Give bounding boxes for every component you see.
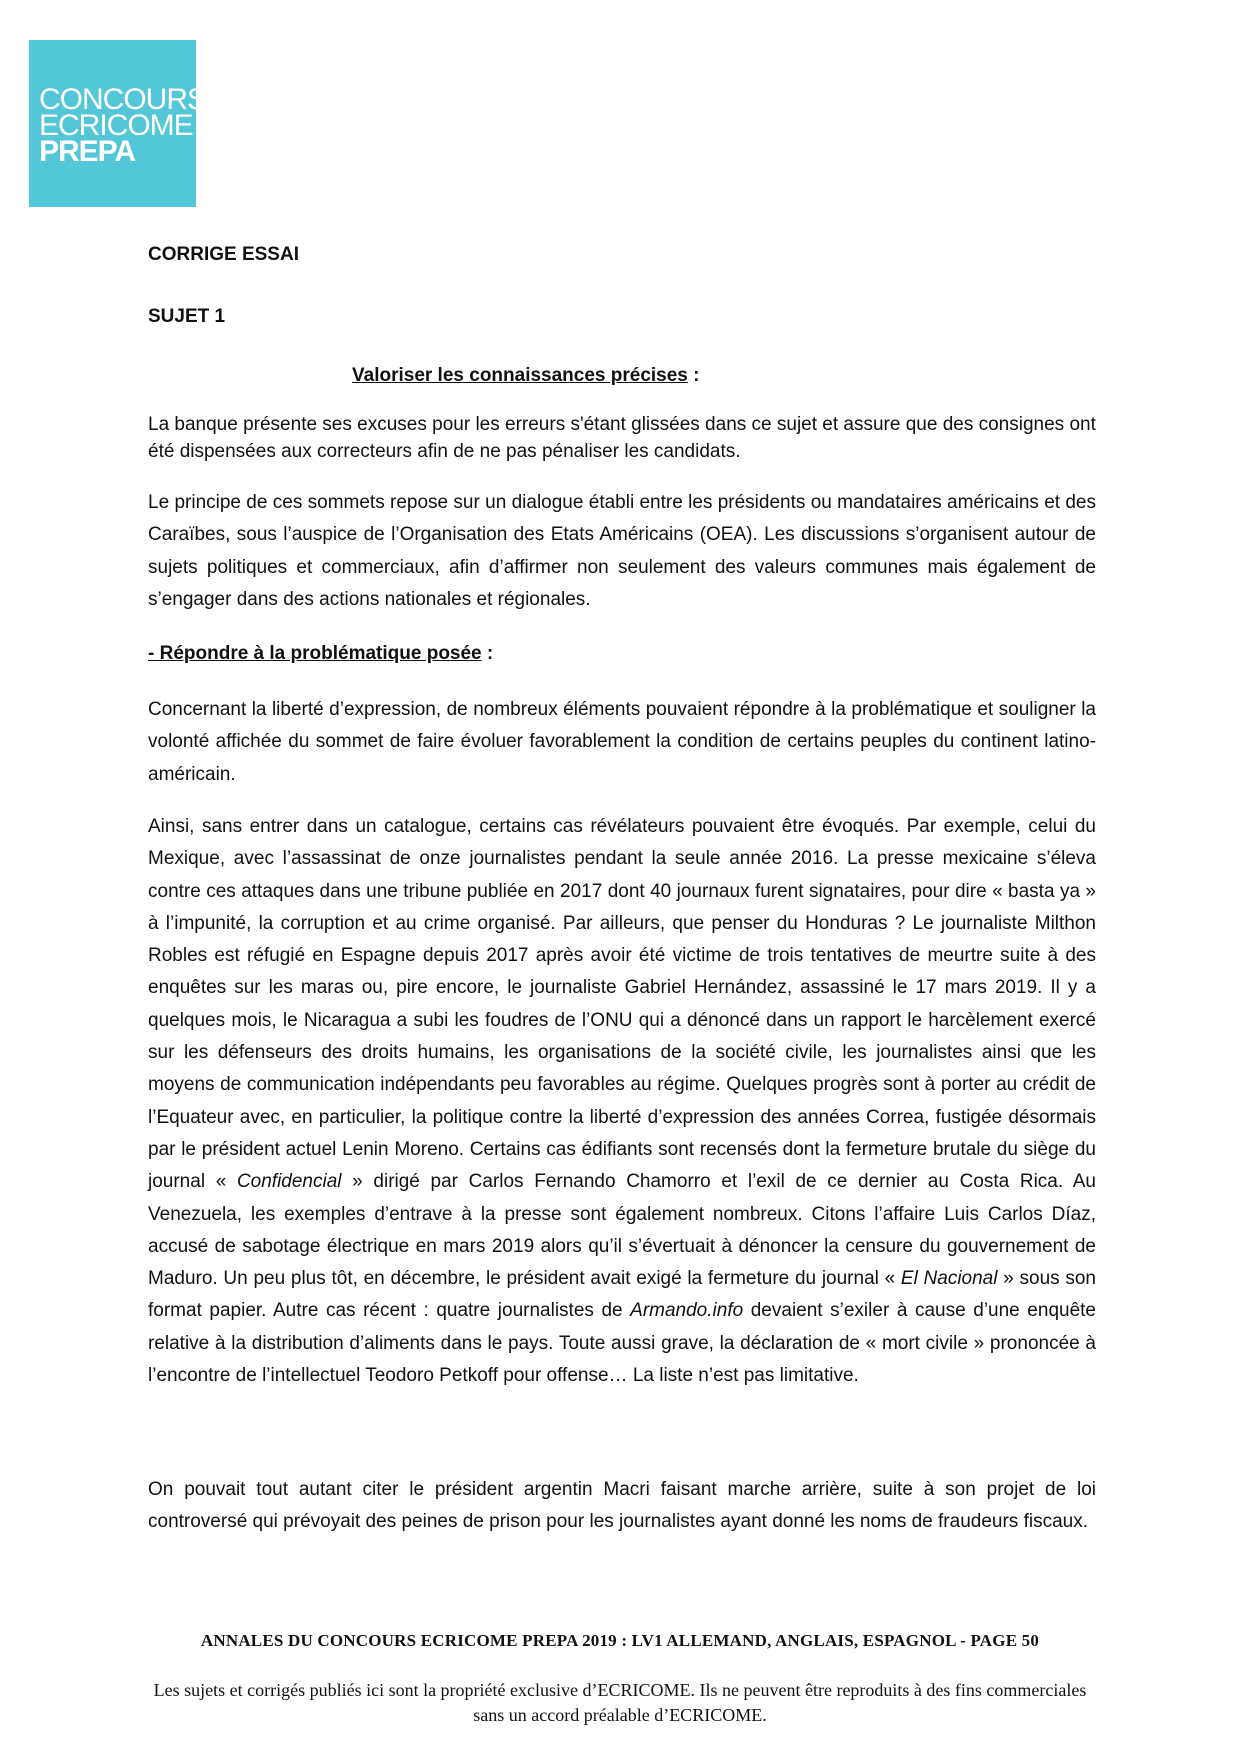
notice-block xyxy=(148,411,1096,465)
logo-line-ecricome: ECRICOME xyxy=(39,109,193,142)
paragraph-4: On pouvait tout autant citer le président argentin Macri faisant marche arrière, suite à son projet de loi controversé qui prévoyait des peines de prison pour les journalistes ayant donné les noms de fraudeurs fiscaux. xyxy=(148,1479,1096,1533)
paragraph-3-part-1: Ainsi, sans entrer dans un catalogue, certains cas révélateurs pouvaient être évoqués. Par exemple, celui du Mexique, avec l’assassinat de onze journalistes pendant la seule année 2016. La presse mexicaine s’éleva contre ces attaques dans une tribune publiée en 2017 dont 40 journaux furent signataires, pour dire « basta ya » à l’impunité, la corruption et au crime organisé. Par ailleurs, que penser du Honduras ? Le journaliste Milthon Robles est réfugié en Espagne depuis 2017 après avoir été victime de trois tentatives de meurtre suite à des enquêtes sur les maras ou, pire encore, le journaliste Gabriel Hernández, assassiné le 17 mars 2019. Il y a quelques mois, le Nicaragua a subi les foudres de l’ONU qui a dénoncé dans un rapport le harcèlement exercé sur les défenseurs des droits humains, les organisations de la société civile, les journalistes ainsi que les moyens de communication indépendants peu favorables au régime. Quelques progrès sont à porter au crédit de l’Equateur avec, en particulier, la politique contre la liberté d’expression des années Correa, fustigée désormais par le président actuel Lenin Moreno. Certains cas édifiants sont recensés dont la fermeture brutale du siège du journal « xyxy=(148,816,1096,1193)
paragraph-3-part-4: devaient s’exiler à cause d’une enquête relative à la distribution d’aliments dans le pays. Toute aussi grave, la déclaration de « mort civile » prononcée à l’encontre de l’intellectuel Teodoro Petkoff pour offense… La liste n’est pas limitative. xyxy=(148,1300,1096,1387)
footer-copyright: Les sujets et corrigés publiés ici sont la propriété exclusive d’ECRICOME. Ils ne peuvent être reproduits à des fins commerciales sans un accord préalable d’ECRICOME. xyxy=(153,1680,1087,1725)
newspaper-el-nacional: El Nacional xyxy=(900,1268,998,1290)
ecricome-logo xyxy=(29,40,207,207)
newspaper-confidencial: Confidencial xyxy=(236,1171,342,1193)
logo-line-concours: CONCOURS xyxy=(39,83,207,116)
logo-line-prepa: PREPA xyxy=(39,135,136,168)
apology-notice: La banque présente ses excuses pour les erreurs s'étant glissées dans ce sujet et assure que des consignes ont été dispensées aux correcteurs afin de ne pas pénaliser les candidats. xyxy=(148,414,1096,462)
paragraph-1: Le principe de ces sommets repose sur un dialogue établi entre les présidents ou mandataires américains et des Caraïbes, sous l’auspice de l’Organisation des Etats Américains (OEA). Les discussions s’organisent autour de sujets politiques et commerciaux, afin d’affirmer non seulement des valeurs communes mais également de s’engager dans des actions nationales et régionales. xyxy=(148,492,1096,610)
document-title: CORRIGE ESSAI xyxy=(148,244,299,265)
section-heading-knowledge xyxy=(352,365,700,387)
paragraph-4-block xyxy=(148,1474,1096,1539)
paragraph-3-block xyxy=(148,811,1096,1392)
section-heading-answer xyxy=(148,643,493,665)
outlet-armando-info: Armando.info xyxy=(630,1300,744,1322)
paragraph-2: Concernant la liberté d’expression, de nombreux éléments pouvaient répondre à la problématique et souligner la volonté affichée du sommet de faire évoluer favorablement la condition de certains peuples du continent latino-américain. xyxy=(148,699,1096,785)
footer-page-info: ANNALES DU CONCOURS ECRICOME PREPA 2019 : LV1 ALLEMAND, ANGLAIS, ESPAGNOL - PAGE 50 xyxy=(200,1631,1040,1650)
section-heading-answer-text: - Répondre à la problématique posée xyxy=(148,643,482,664)
section-heading-answer-colon: : xyxy=(481,643,494,664)
subject-heading: SUJET 1 xyxy=(148,306,226,327)
paragraph-1-block xyxy=(148,487,1096,616)
paragraph-3-part-3: » sous son format papier. Autre cas récent : quatre journalistes de xyxy=(148,1268,1096,1322)
paragraph-3-part-2: » dirigé par Carlos Fernando Chamorro et l’exil de ce dernier au Costa Rica. Au Venezuela, les exemples d’entrave à la presse sont également nombreux. Citons l’affaire Luis Carlos Díaz, accusé de sabotage électrique en mars 2019 alors qu’il s’évertuait à dénoncer la censure du gouvernement de Maduro. Un peu plus tôt, en décembre, le président avait exigé la fermeture du journal « xyxy=(148,1171,1096,1290)
paragraph-3 xyxy=(148,811,1096,1392)
section-heading-knowledge-colon: : xyxy=(687,365,700,386)
paragraph-2-block xyxy=(148,694,1096,791)
section-heading-knowledge-text: Valoriser les connaissances précises xyxy=(352,365,688,386)
